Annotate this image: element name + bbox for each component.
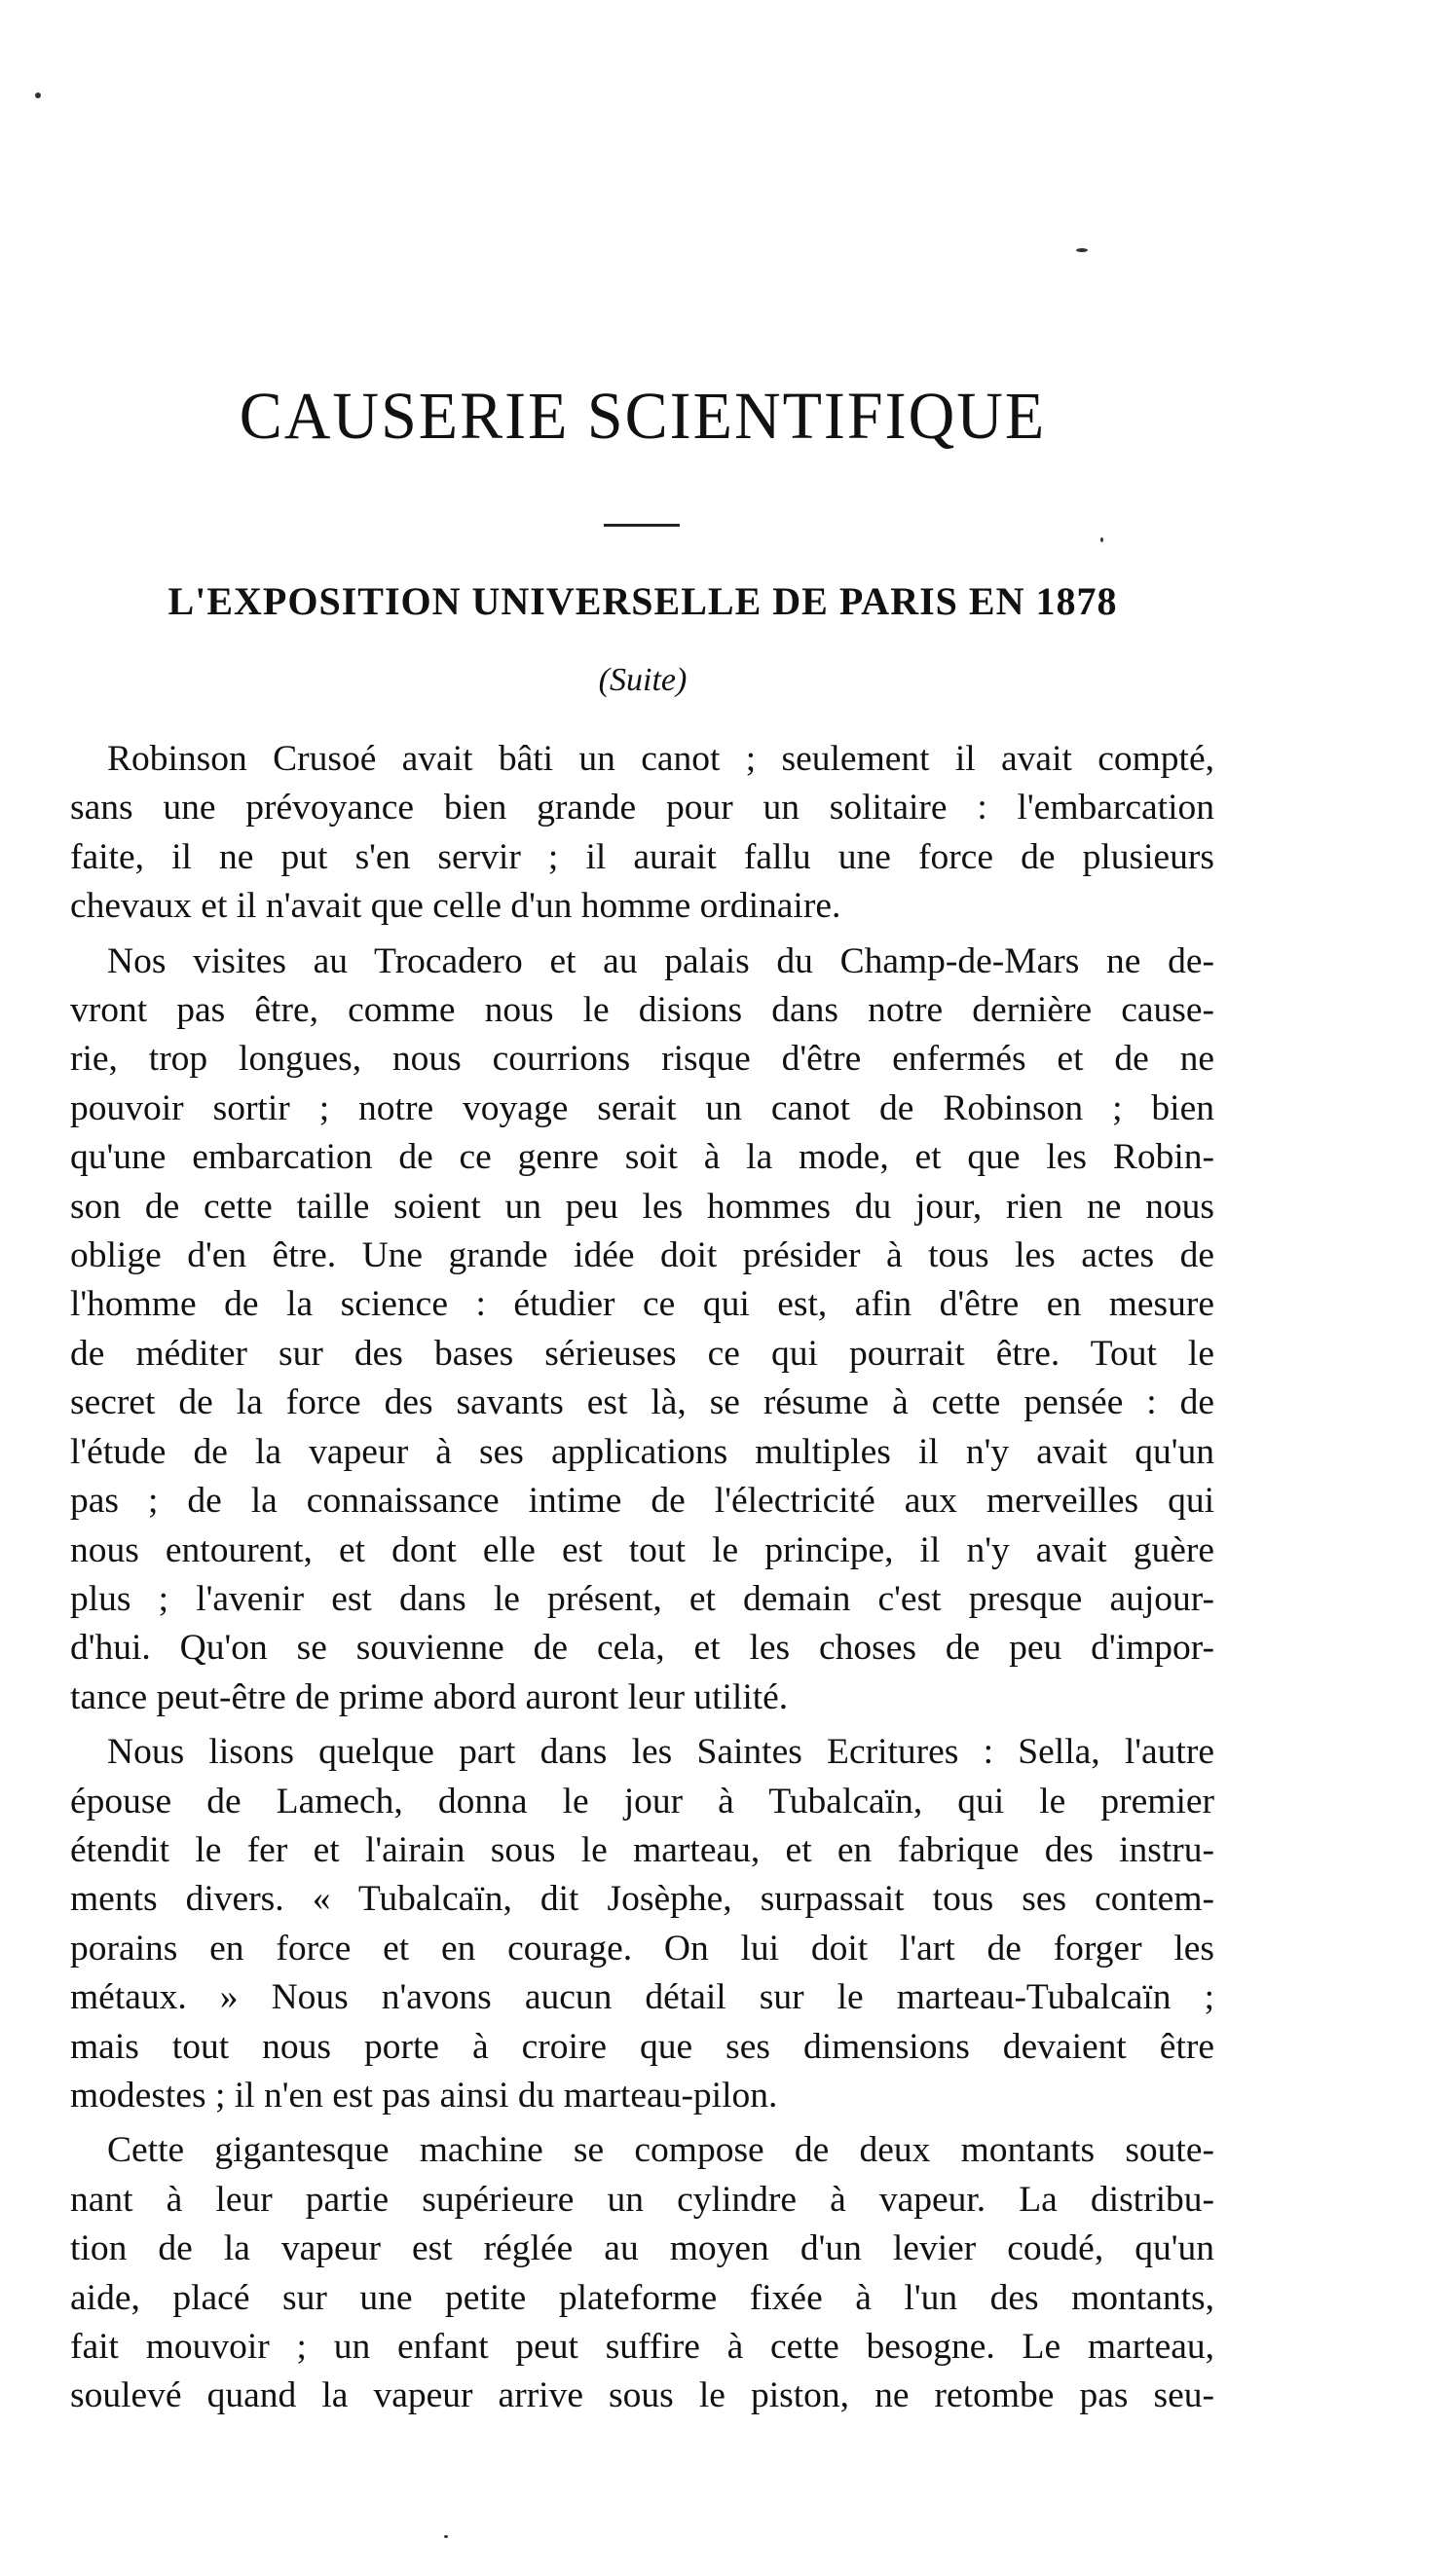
text-line: oblige d'en être. Une grande idée doit présider à tous les actes de: [70, 1235, 1214, 1276]
text-line: fait mouvoir ; un enfant peut suffire à cette besogne. Le marteau,: [70, 2327, 1214, 2367]
text-line: pouvoir sortir ; notre voyage serait un canot de Robinson ; bien: [70, 1087, 1214, 1128]
text-line: métaux. » Nous n'avons aucun détail sur le marteau-Tubalcaïn ;: [70, 1977, 1214, 2018]
text-line: qu'une embarcation de ce genre soit à la mode, et que les Robin-: [70, 1137, 1214, 1178]
text-line: mais tout nous porte à croire que ses dimensions devaient être: [70, 2026, 1214, 2067]
text-line: modestes ; il n'en est pas ainsi du marteau-pilon.: [70, 2075, 778, 2116]
print-speck: [444, 2535, 448, 2538]
text-line: ments divers. « Tubalcaïn, dit Josèphe, surpassait tous ses contem-: [70, 1879, 1214, 1920]
paragraph: [70, 2126, 1214, 2420]
page-title: CAUSERIE SCIENTIFIQUE: [239, 379, 1047, 454]
print-speck: [1076, 248, 1088, 252]
text-line: Nous lisons quelque part dans les Saintes Ecritures : Sella, l'autre: [107, 1732, 1214, 1773]
text-line: étendit le fer et l'airain sous le marteau, et en fabrique des instru-: [70, 1829, 1214, 1870]
print-speck: [35, 92, 41, 98]
text-line: tance peut-être de prime abord auront leur utilité.: [70, 1676, 789, 1717]
title-divider: [604, 524, 680, 527]
text-line: vront pas être, comme nous le disions dans notre dernière cause-: [70, 990, 1214, 1031]
text-line: Nos visites au Trocadero et au palais du Champ-de-Mars ne de-: [107, 940, 1214, 981]
text-line: de méditer sur des bases sérieuses ce qui pourrait être. Tout le: [70, 1333, 1214, 1374]
print-speck: [1100, 537, 1103, 542]
text-line: Robinson Crusoé avait bâti un canot ; seulement il avait compté,: [107, 739, 1214, 779]
text-line: rie, trop longues, nous courrions risque d'être enfermés et de ne: [70, 1039, 1214, 1080]
text-line: sans une prévoyance bien grande pour un solitaire : l'embarcation: [70, 788, 1214, 828]
text-line: Cette gigantesque machine se compose de deux montants soute-: [107, 2130, 1214, 2171]
article-subtitle: L'EXPOSITION UNIVERSELLE DE PARIS EN 1878: [167, 579, 1118, 623]
text-line: nant à leur partie supérieure un cylindre à vapeur. La distribu-: [70, 2179, 1214, 2220]
text-line: chevaux et il n'avait que celle d'un homme ordinaire.: [70, 886, 841, 927]
text-line: l'homme de la science : étudier ce qui est, afin d'être en mesure: [70, 1284, 1214, 1325]
text-line: épouse de Lamech, donna le jour à Tubalcaïn, qui le premier: [70, 1781, 1214, 1822]
text-line: aide, placé sur une petite plateforme fixée à l'un des montants,: [70, 2277, 1214, 2318]
text-line: son de cette taille soient un peu les hommes du jour, rien ne nous: [70, 1186, 1214, 1227]
text-line: d'hui. Qu'on se souvienne de cela, et les choses de peu d'impor-: [70, 1628, 1214, 1669]
paragraph: [70, 938, 1214, 1723]
article-body: [70, 735, 1214, 2421]
text-line: plus ; l'avenir est dans le présent, et demain c'est presque aujour-: [70, 1578, 1214, 1619]
paragraph: [70, 735, 1214, 932]
text-line: l'étude de la vapeur à ses applications multiples il n'y avait qu'un: [70, 1431, 1214, 1472]
continuation-note: (Suite): [598, 662, 688, 698]
text-line: secret de la force des savants est là, se résume à cette pensée : de: [70, 1382, 1214, 1423]
paragraph: [70, 1728, 1214, 2120]
text-line: nous entourent, et dont elle est tout le principe, il n'y avait guère: [70, 1529, 1214, 1570]
text-line: pas ; de la connaissance intime de l'électricité aux merveilles qui: [70, 1481, 1214, 1522]
text-line: porains en force et en courage. On lui doit l'art de forger les: [70, 1928, 1214, 1969]
text-line: soulevé quand la vapeur arrive sous le piston, ne retombe pas seu-: [70, 2375, 1214, 2416]
text-line: tion de la vapeur est réglée au moyen d'un levier coudé, qu'un: [70, 2228, 1214, 2269]
text-line: faite, il ne put s'en servir ; il aurait fallu une force de plusieurs: [70, 836, 1214, 877]
